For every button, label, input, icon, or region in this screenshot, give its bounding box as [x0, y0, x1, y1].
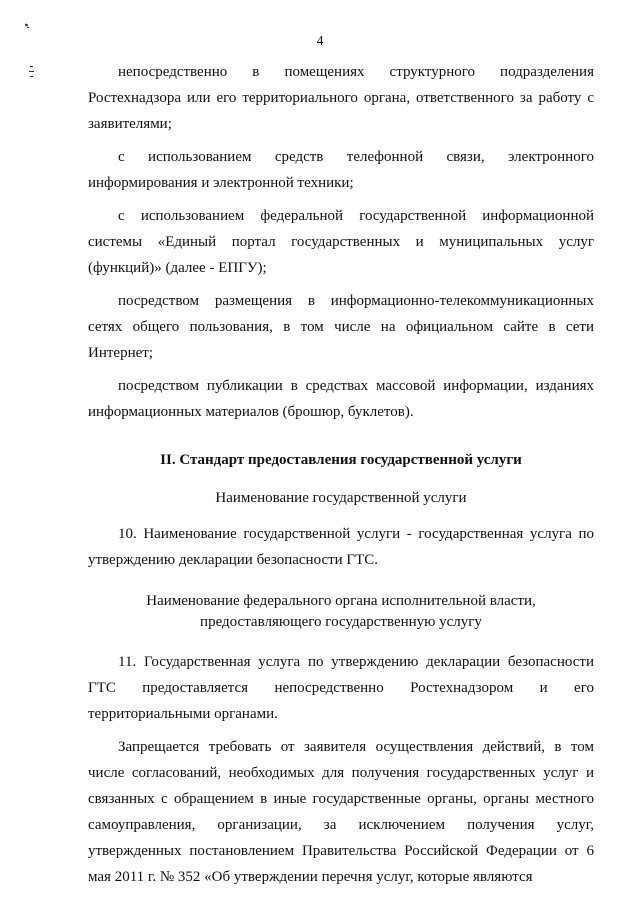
subheading-federal-body [88, 591, 594, 633]
paragraph-media: посредством публикации в средствах массовой информации, изданиях информационных материалов (брошюр, буклетов). [88, 378, 594, 420]
subheading-service-name: Наименование государственной услуги [215, 490, 467, 506]
document-body [88, 59, 594, 890]
paragraph-epgu: с использованием федеральной государственной информационной системы «Единый портал государственных и муниципальных услуг (функций)» (далее - ЕПГУ); [88, 208, 594, 276]
subheading-federal-body-line-1: Наименование федерального органа исполнительной власти, [146, 593, 536, 609]
scan-artifact [29, 71, 34, 72]
paragraph-telephone: с использованием средств телефонной связи, электронного информирования и электронной техники; [88, 149, 594, 191]
paragraph-10: 10. Наименование государственной услуги - государственная услуга по утверждению декларации безопасности ГТС. [88, 526, 594, 568]
scan-artifact [30, 76, 33, 77]
scan-artifact [30, 66, 33, 67]
scan-artifact [27, 27, 29, 28]
subheading-federal-body-line-2: предоставляющего государственную услугу [200, 614, 482, 630]
paragraph-prohibition: Запрещается требовать от заявителя осуществления действий, в том числе согласований, необходимых для получения государственных услуг и связанных с обращением в иные государственные органы, органы местного самоуправления, организации, за исключением получения услуг, утвержденных постановлением Правительства Российской Федерации от 6 мая 2011 г. № 352 «Об утверждении перечня услуг, которые являются [88, 739, 594, 885]
paragraph-11: 11. Государственная услуга по утверждению декларации безопасности ГТС предоставляется непосредственно Ростехнадзором и его территориальными органами. [88, 654, 594, 722]
paragraph-direct-contact: непосредственно в помещениях структурного подразделения Ростехнадзора или его территориального органа, ответственного за работу с заявителями; [88, 64, 594, 132]
paragraph-internet: посредством размещения в информационно-телекоммуникационных сетях общего пользования, в том числе на официальном сайте в сети Интернет; [88, 293, 594, 361]
section-heading: II. Стандарт предоставления государственной услуги [160, 452, 522, 468]
page-number: 4 [316, 34, 324, 49]
